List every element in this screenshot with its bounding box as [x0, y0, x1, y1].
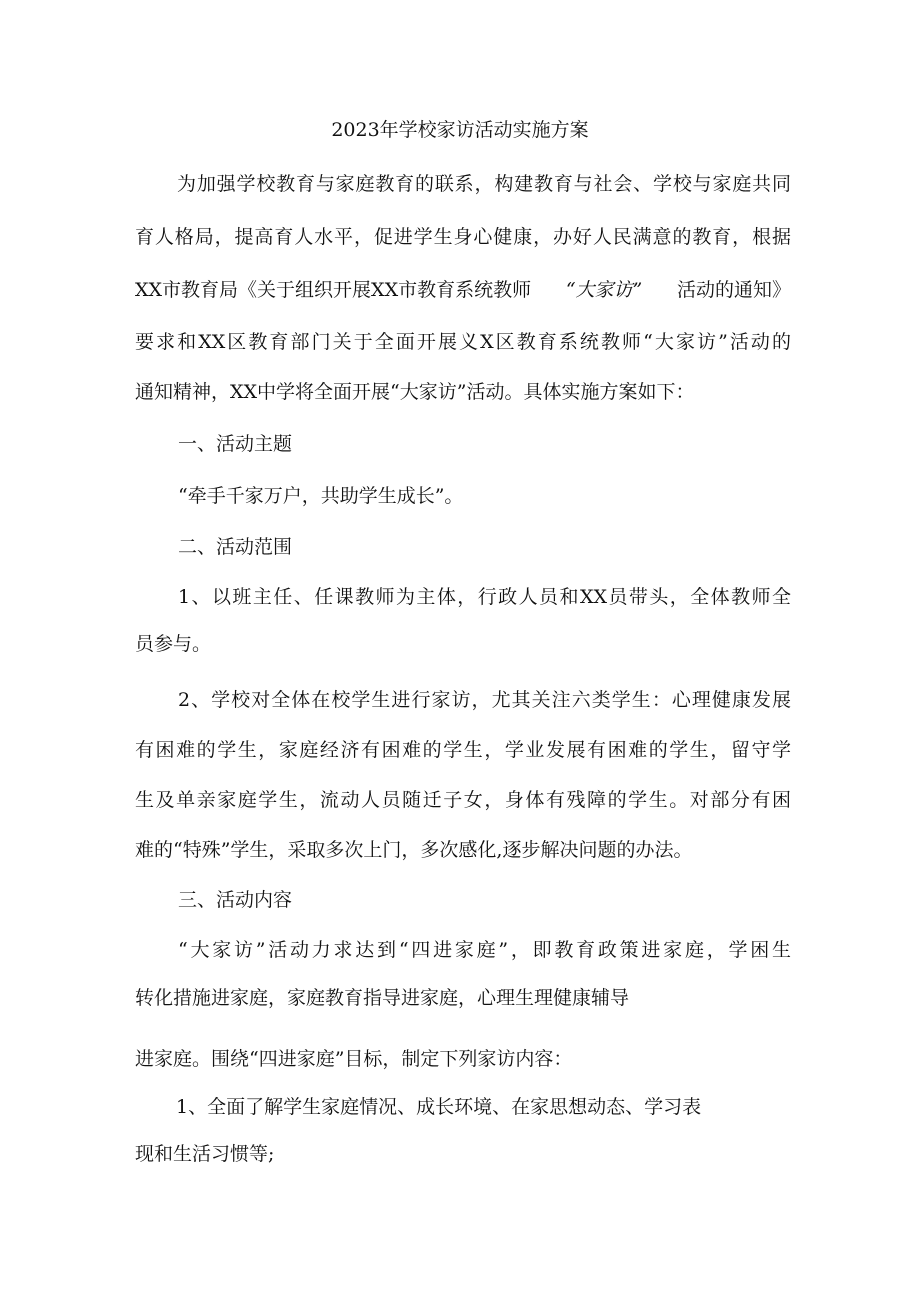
intro-line-4: 要求和XX区教育部门关于全面开展义X区教育系统教师“大家访”活动的	[135, 331, 791, 353]
section-2-heading: 二、活动范围	[178, 536, 293, 558]
intro-line-3	[135, 278, 791, 302]
intro-line-1: 为加强学校教育与家庭教育的联系，构建教育与社会、学校与家庭共同	[177, 173, 791, 195]
section-1-body: “牵手千家万户，共助学生成长”。	[178, 485, 464, 507]
section-3-item-1-line-2: 现和生活习惯等;	[135, 1143, 275, 1165]
intro-line-3-part-c: 活动的通知》	[676, 279, 791, 301]
intro-line-3-quote: “大家访”	[565, 279, 643, 301]
section-2-item-2-line-2: 有困难的学生，家庭经济有困难的学生，学业发展有困难的学生，留守学	[135, 739, 791, 761]
section-3-line-1: “大家访”活动力求达到“四进家庭”，即教育政策进家庭，学困生	[178, 939, 791, 961]
section-1-heading: 一、活动主题	[178, 433, 293, 455]
section-2-item-1-line-2: 员参与。	[135, 633, 212, 655]
section-2-item-2-line-4: 难的“特殊”学生，采取多次上门，多次感化,逐步解决问题的办法。	[135, 839, 693, 861]
section-2-item-1-line-1: 1、以班主任、任课教师为主体，行政人员和XX员带头，全体教师全	[178, 586, 791, 608]
section-3-item-1-line-1: 1、全面了解学生家庭情况、成长环境、在家思想动态、学习表	[176, 1096, 702, 1118]
document-title: 2023年学校家访活动实施方案	[331, 119, 589, 141]
intro-line-3-part-a: XX市教育局《关于组织开展XX市教育系统教师	[135, 279, 532, 301]
section-3-line-3: 进家庭。围绕“四进家庭”目标，制定下列家访内容：	[135, 1048, 573, 1070]
section-3-heading: 三、活动内容	[178, 889, 293, 911]
intro-line-2: 育人格局，提高育人水平，促进学生身心健康，办好人民满意的教育，根据	[135, 226, 791, 248]
section-3-line-2: 转化措施进家庭，家庭教育指导进家庭，心理生理健康辅导	[135, 987, 630, 1009]
section-2-item-2-line-3: 生及单亲家庭学生，流动人员随迁子女，身体有残障的学生。对部分有困	[135, 789, 791, 811]
intro-line-5: 通知精神，XX中学将全面开展“大家访”活动。具体实施方案如下：	[135, 381, 695, 403]
section-2-item-2-line-1: 2、学校对全体在校学生进行家访，尤其关注六类学生：心理健康发展	[178, 689, 791, 711]
